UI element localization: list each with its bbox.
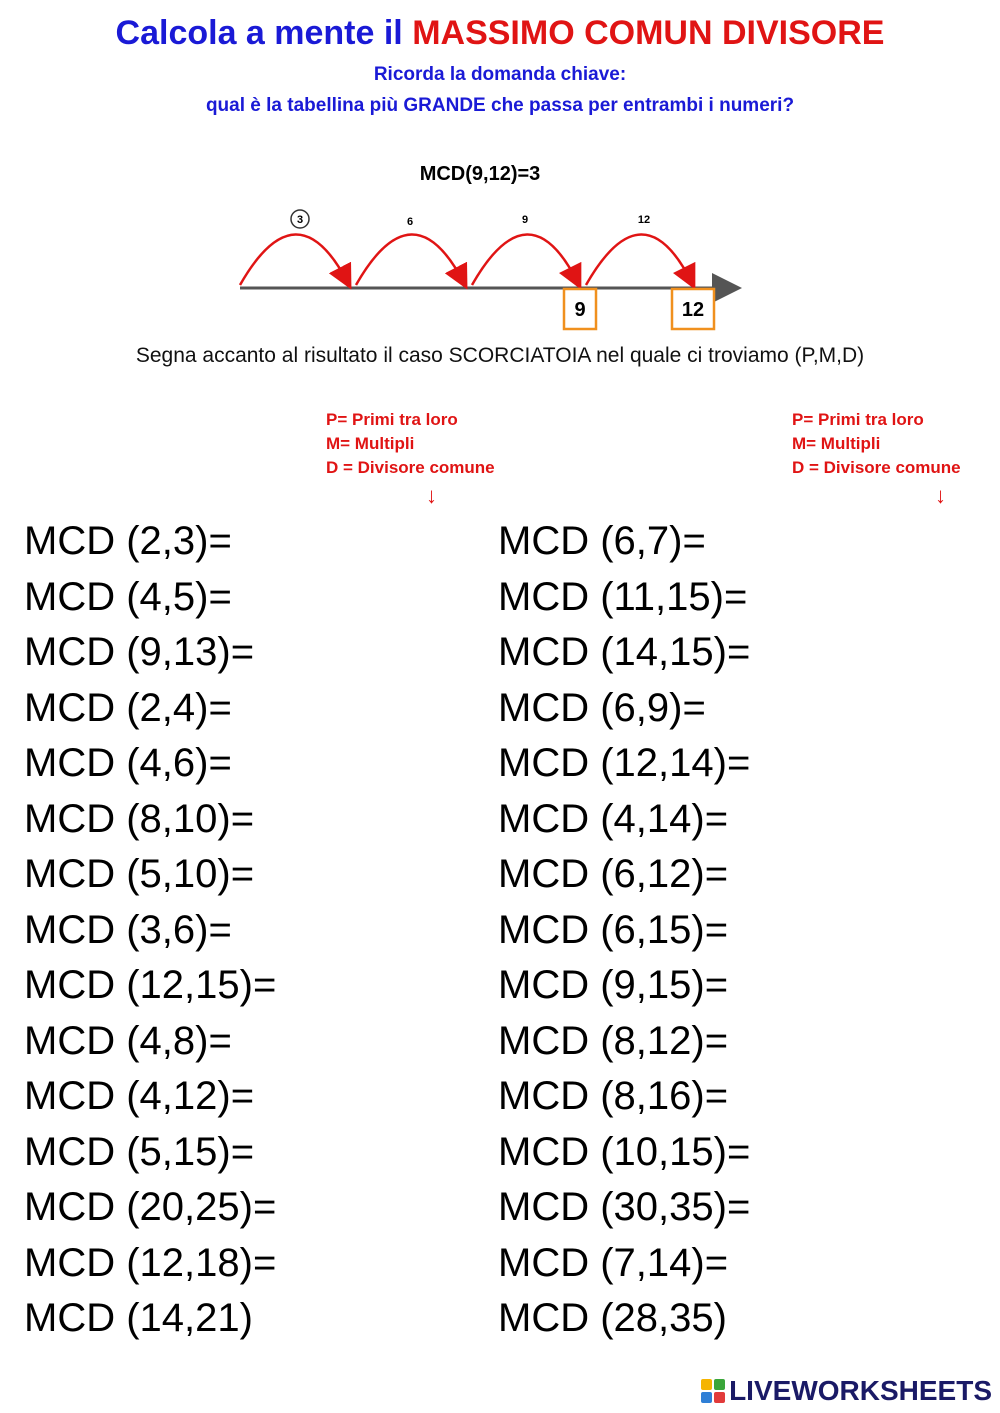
example-title: MCD(9,12)=3 bbox=[419, 163, 541, 185]
exercise-column-left bbox=[24, 514, 276, 1347]
box-9-label: 9 bbox=[574, 299, 586, 321]
legend-right-line3: D = Divisore comune bbox=[792, 458, 961, 477]
legend-right bbox=[792, 408, 961, 508]
exercise-row[interactable]: MCD (4,12)= bbox=[24, 1074, 255, 1118]
legend-left-arrow: ↓ bbox=[426, 483, 437, 508]
exercise-row[interactable]: MCD (10,15)= bbox=[498, 1129, 751, 1174]
exercise-row[interactable]: MCD (12,14)= bbox=[498, 741, 751, 785]
jump-arc-3 bbox=[472, 234, 578, 285]
exercise-row[interactable]: MCD (8,10)= bbox=[24, 796, 255, 841]
liveworksheets-logo-icon bbox=[701, 1379, 725, 1403]
exercise-column-right bbox=[498, 514, 750, 1347]
exercise-row[interactable]: MCD (28,35) bbox=[498, 1296, 727, 1340]
exercise-row[interactable]: MCD (4,6)= bbox=[24, 741, 232, 785]
jump-arc-2 bbox=[356, 234, 464, 285]
number-line-svg bbox=[230, 195, 750, 340]
exercise-row[interactable]: MCD (6,12)= bbox=[498, 852, 729, 896]
title-part1: Calcola a mente il bbox=[115, 14, 413, 52]
jump-label-1: 3 bbox=[296, 214, 304, 226]
instruction-text: Segna accanto al risultato il caso SCORCIATOIA nel quale ci troviamo (P,M,D) bbox=[135, 344, 865, 367]
exercise-row[interactable]: MCD (12,18)= bbox=[24, 1240, 277, 1285]
exercise-row[interactable]: MCD (5,10)= bbox=[24, 852, 255, 896]
exercise-row[interactable]: MCD (5,15)= bbox=[24, 1129, 255, 1174]
exercise-row[interactable]: MCD (4,8)= bbox=[24, 1018, 232, 1063]
legend-left-line3: D = Divisore comune bbox=[326, 458, 495, 477]
legend-right-line1: P= Primi tra loro bbox=[792, 410, 924, 429]
exercise-row[interactable]: MCD (2,4)= bbox=[24, 685, 232, 730]
legend-right-line2: M= Multipli bbox=[792, 434, 881, 453]
number-line-diagram bbox=[230, 195, 750, 345]
jump-label-3: 9 bbox=[521, 214, 529, 226]
page-title bbox=[0, 14, 1000, 53]
exercise-row[interactable]: MCD (4,5)= bbox=[24, 574, 232, 619]
exercise-row[interactable]: MCD (6,9)= bbox=[498, 685, 706, 730]
exercise-row[interactable]: MCD (2,3)= bbox=[24, 519, 232, 563]
exercise-row[interactable]: MCD (14,21) bbox=[24, 1296, 253, 1340]
title-part2: MASSIMO COMUN DIVISORE bbox=[412, 14, 885, 52]
jump-arc-4 bbox=[586, 234, 692, 285]
exercise-row[interactable]: MCD (3,6)= bbox=[24, 907, 232, 952]
exercise-row[interactable]: MCD (14,15)= bbox=[498, 630, 751, 674]
jump-arc-1 bbox=[240, 234, 348, 285]
exercise-row[interactable]: MCD (20,25)= bbox=[24, 1185, 277, 1229]
subtitle-line1: Ricorda la domanda chiave: bbox=[373, 64, 627, 85]
exercise-row[interactable]: MCD (6,7)= bbox=[498, 519, 706, 563]
legend-right-arrow: ↓ bbox=[935, 483, 946, 508]
exercise-row[interactable]: MCD (9,13)= bbox=[24, 630, 255, 674]
exercise-row[interactable]: MCD (8,16)= bbox=[498, 1074, 729, 1118]
exercise-row[interactable]: MCD (30,35)= bbox=[498, 1185, 751, 1229]
jump-label-2: 6 bbox=[406, 216, 414, 228]
exercise-row[interactable]: MCD (8,12)= bbox=[498, 1018, 729, 1063]
exercise-row[interactable]: MCD (9,15)= bbox=[498, 963, 729, 1007]
legend-left-line1: P= Primi tra loro bbox=[326, 410, 458, 429]
exercise-row[interactable]: MCD (4,14)= bbox=[498, 796, 729, 841]
exercise-row[interactable]: MCD (6,15)= bbox=[498, 907, 729, 952]
jump-label-4: 12 bbox=[637, 214, 651, 226]
brand-text: LIVEWORKSHEETS bbox=[729, 1375, 992, 1406]
box-12-label: 12 bbox=[681, 299, 705, 321]
liveworksheets-brand[interactable] bbox=[701, 1375, 992, 1407]
exercise-row[interactable]: MCD (12,15)= bbox=[24, 963, 277, 1007]
legend-left bbox=[326, 408, 495, 508]
subtitle-line2: qual è la tabellina più GRANDE che passa per entrambi i numeri? bbox=[205, 95, 795, 116]
legend-left-line2: M= Multipli bbox=[326, 434, 415, 453]
exercise-row[interactable]: MCD (11,15)= bbox=[498, 574, 748, 619]
exercise-row[interactable]: MCD (7,14)= bbox=[498, 1240, 729, 1285]
